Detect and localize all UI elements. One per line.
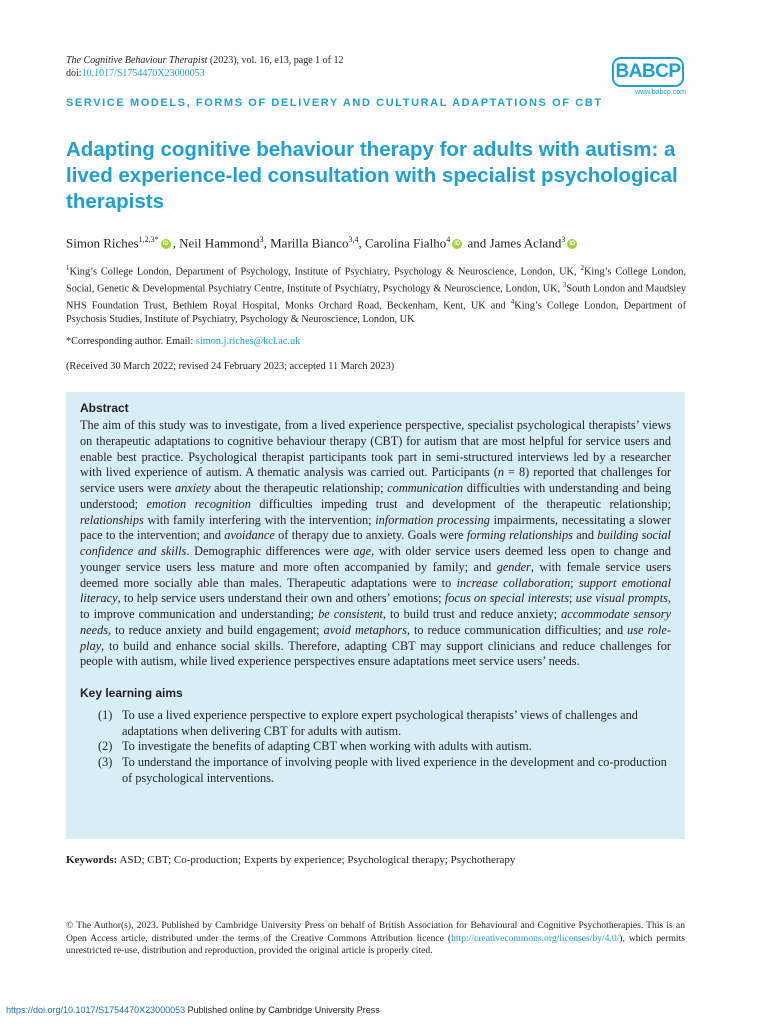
author-separator: , bbox=[172, 235, 180, 251]
footer-doi-link[interactable]: https://doi.org/10.1017/S1754470X23000053 bbox=[6, 1005, 186, 1015]
abstract-segment: ; bbox=[568, 591, 576, 606]
author-affiliation-marker: 4 bbox=[446, 235, 451, 244]
abstract-emphasis: avoid metaphors bbox=[323, 622, 407, 637]
copyright-text-after: ), which permits unrestricted re-use, distribution and reproduction, provided the original article is properly cited. bbox=[66, 932, 685, 956]
abstract-segment: , with older service users deemed less open to change and younger service users less mature and more often accompanied by family; and bbox=[80, 544, 671, 574]
licence-link[interactable]: http://creativecommons.org/licenses/by/4.0/ bbox=[451, 932, 620, 944]
learning-aim-item bbox=[80, 708, 671, 739]
abstract-segment: , with female service users deemed more socially able than males. Therapeutic adaptations were to bbox=[80, 559, 671, 590]
abstract-segment: of therapy due to anxiety. Goals were bbox=[274, 528, 467, 543]
corresponding-label: *Corresponding author. Email: bbox=[66, 336, 196, 347]
abstract-emphasis: forming relationships bbox=[466, 528, 573, 543]
article-title: Adapting cognitive behaviour therapy for adults with autism: a lived experience-led consultation with specialist psychological therapists bbox=[66, 138, 678, 213]
abstract-segment: , to reduce communication difficulties; and bbox=[406, 622, 628, 637]
abstract-box bbox=[66, 392, 685, 839]
journal-name: The Cognitive Behaviour Therapist bbox=[66, 55, 208, 66]
abstract-emphasis: age bbox=[353, 544, 372, 558]
author-name: James Acland bbox=[489, 235, 562, 251]
babcp-logo[interactable] bbox=[612, 57, 686, 96]
abstract-emphasis: use visual prompts bbox=[575, 591, 668, 606]
section-label: SERVICE MODELS, FORMS OF DELIVERY AND CULTURAL ADAPTATIONS OF CBT bbox=[66, 97, 603, 109]
abstract-segment: about the therapeutic relationship; bbox=[210, 481, 388, 495]
page-footer bbox=[6, 1005, 380, 1015]
journal-citation: (2023), vol. 16, e13, page 1 of 12 bbox=[207, 55, 344, 66]
abstract-segment: , to reduce anxiety and build engagement; bbox=[108, 622, 324, 637]
abstract-emphasis: support emotional literacy bbox=[80, 575, 671, 606]
abstract-segment: , to help service users understand their own and others’ emotions; bbox=[117, 591, 445, 606]
journal-header bbox=[66, 54, 343, 80]
learning-aim-text: To investigate the benefits of adapting CBT when working with adults with autism. bbox=[122, 739, 532, 754]
copyright-text-before: © The Author(s), 2023. Published by Cambridge University Press on behalf of British Association for Behavioural and Cognitive Psychotherapies. This is an Open Access article, distributed under the terms of the Creative Commons Attribution licence ( bbox=[66, 920, 685, 944]
orcid-icon[interactable]: iD bbox=[569, 241, 576, 248]
corresponding-marker: * bbox=[154, 235, 159, 244]
learning-aim-number: (2) bbox=[98, 739, 113, 754]
author-list bbox=[66, 232, 579, 251]
abstract-segment: impairments, necessitating a slower pace to the intervention; and bbox=[80, 512, 671, 543]
affiliation-text: King’s College London, Social, Genetic & Developmental Psychiatry Centre, Institute of Psychiatry, Psychology & Neuroscience, London, UK, bbox=[66, 266, 686, 295]
author-separator: , bbox=[358, 235, 365, 251]
orcid-icon[interactable]: iD bbox=[454, 241, 461, 248]
corresponding-email[interactable]: simon.j.riches@kcl.ac.uk bbox=[195, 336, 301, 347]
corresponding-author bbox=[66, 335, 300, 348]
footer-published: Published online by Cambridge University Press bbox=[185, 1005, 380, 1015]
abstract-text bbox=[80, 418, 671, 670]
author-separator: , bbox=[263, 235, 271, 251]
logo-name: BABCP bbox=[612, 57, 684, 87]
abstract-emphasis: increase collaboration bbox=[456, 575, 571, 590]
author-affiliation-marker: 3 bbox=[561, 235, 566, 244]
keywords bbox=[66, 853, 515, 867]
affiliation-marker: 4 bbox=[510, 298, 515, 307]
abstract-segment: and bbox=[572, 528, 598, 543]
learning-aim-number: (1) bbox=[98, 708, 113, 722]
keywords-label: Keywords: bbox=[66, 854, 118, 866]
abstract-emphasis: building social confidence and skills bbox=[80, 528, 671, 558]
abstract-segment: difficulties impeding trust and development of the therapeutic relationship; bbox=[250, 496, 671, 511]
abstract-segment: = 8) reported that challenges for service users were bbox=[80, 465, 671, 495]
learning-aim-item bbox=[80, 739, 671, 755]
abstract-segment: , to build trust and reduce anxiety; bbox=[382, 607, 562, 621]
abstract-segment: ; bbox=[570, 575, 579, 590]
affiliation-text: King’s College London, Department of Psychosis Studies, Institute of Psychiatry, Psychology & Neuroscience, London, UK bbox=[66, 300, 687, 326]
abstract-emphasis: anxiety bbox=[174, 481, 211, 495]
abstract-emphasis: communication bbox=[387, 481, 464, 495]
abstract-emphasis: use role-play bbox=[80, 622, 671, 653]
abstract-emphasis: relationships bbox=[80, 512, 144, 527]
logo-url: www.babcp.com bbox=[635, 89, 686, 96]
affiliation-text: King’s College London, Department of Psychology, Institute of Psychiatry, Psychology & Neuroscience, London, UK, bbox=[69, 266, 581, 278]
doi-link[interactable]: 10.1017/S1754470X23000053 bbox=[81, 68, 205, 79]
abstract-segment: . Demographic differences were bbox=[186, 544, 354, 558]
keywords-text: ASD; CBT; Co-production; Experts by experience; Psychological therapy; Psychotherapy bbox=[117, 854, 516, 866]
copyright-notice bbox=[66, 920, 685, 958]
doi-prefix: doi: bbox=[66, 68, 82, 79]
abstract-emphasis: gender bbox=[496, 559, 531, 574]
abstract-emphasis: emotion recognition bbox=[146, 496, 251, 511]
learning-aim-number: (3) bbox=[98, 755, 113, 770]
key-learning-heading: Key learning aims bbox=[80, 686, 183, 700]
abstract-emphasis: focus on special interests bbox=[444, 591, 569, 606]
abstract-emphasis: avoidance bbox=[224, 528, 275, 543]
affiliation-marker: 2 bbox=[580, 264, 584, 272]
abstract-segment: with family interfering with the intervention; bbox=[143, 512, 376, 527]
orcid-icon[interactable]: iD bbox=[162, 241, 169, 248]
received-dates: (Received 30 March 2022; revised 24 February 2023; accepted 11 March 2023) bbox=[66, 361, 395, 372]
abstract-emphasis: be consistent bbox=[318, 607, 383, 621]
abstract-emphasis: accommodate sensory needs bbox=[80, 607, 671, 637]
learning-aim-text: To understand the importance of involving people with lived experience in the development and co-production of psychological interventions. bbox=[122, 755, 667, 785]
learning-aim-text: To use a lived experience perspective to explore expert psychological therapists’ views of challenges and adaptations when delivering CBT for adults with autism. bbox=[122, 708, 638, 738]
affiliation-marker: 1 bbox=[66, 264, 70, 272]
author-name: Simon Riches bbox=[66, 235, 139, 251]
author-affiliation-marker: 3,4 bbox=[348, 235, 359, 244]
abstract-emphasis: information processing bbox=[375, 512, 490, 527]
author-name: Carolina Fialho bbox=[364, 235, 447, 251]
affiliation-text: South London and Maudsley NHS Foundation Trust, Bethlem Royal Hospital, Monks Orchard Road, Beckenham, Kent, UK and bbox=[66, 283, 686, 312]
affiliations bbox=[66, 262, 686, 327]
affiliation-marker: 3 bbox=[562, 281, 567, 290]
abstract-segment: difficulties with understanding and being understood; bbox=[80, 481, 671, 511]
author-affiliation-marker: 1,2,3 bbox=[138, 235, 155, 244]
key-learning-list bbox=[80, 708, 671, 787]
abstract-segment: The aim of this study was to investigate, from a lived experience perspective, specialist psychological therapists’ views on therapeutic adaptations to cognitive behaviour therapy (CBT) for autism that are most helpful for service users and enable best practice. Psychological therapist participants took part in semi-structured interviews led by a researcher with lived experience of autism. A thematic analysis was carried out. Participants ( bbox=[80, 418, 671, 480]
abstract-heading: Abstract bbox=[80, 401, 129, 415]
author-name: Marilla Bianco bbox=[270, 235, 349, 251]
abstract-emphasis: n bbox=[497, 465, 504, 480]
author-name: Neil Hammond bbox=[179, 235, 260, 251]
author-separator: and bbox=[464, 235, 490, 251]
abstract-segment: , to improve communication and understanding; bbox=[80, 591, 671, 621]
learning-aim-item bbox=[80, 755, 671, 786]
author-affiliation-marker: 3 bbox=[259, 235, 264, 244]
abstract-segment: , to build and enhance social skills. Therefore, adapting CBT may support clinicians and reduce challenges for people with autism, while lived experience perspectives ensure adaptations meet service users’ needs. bbox=[80, 638, 671, 669]
